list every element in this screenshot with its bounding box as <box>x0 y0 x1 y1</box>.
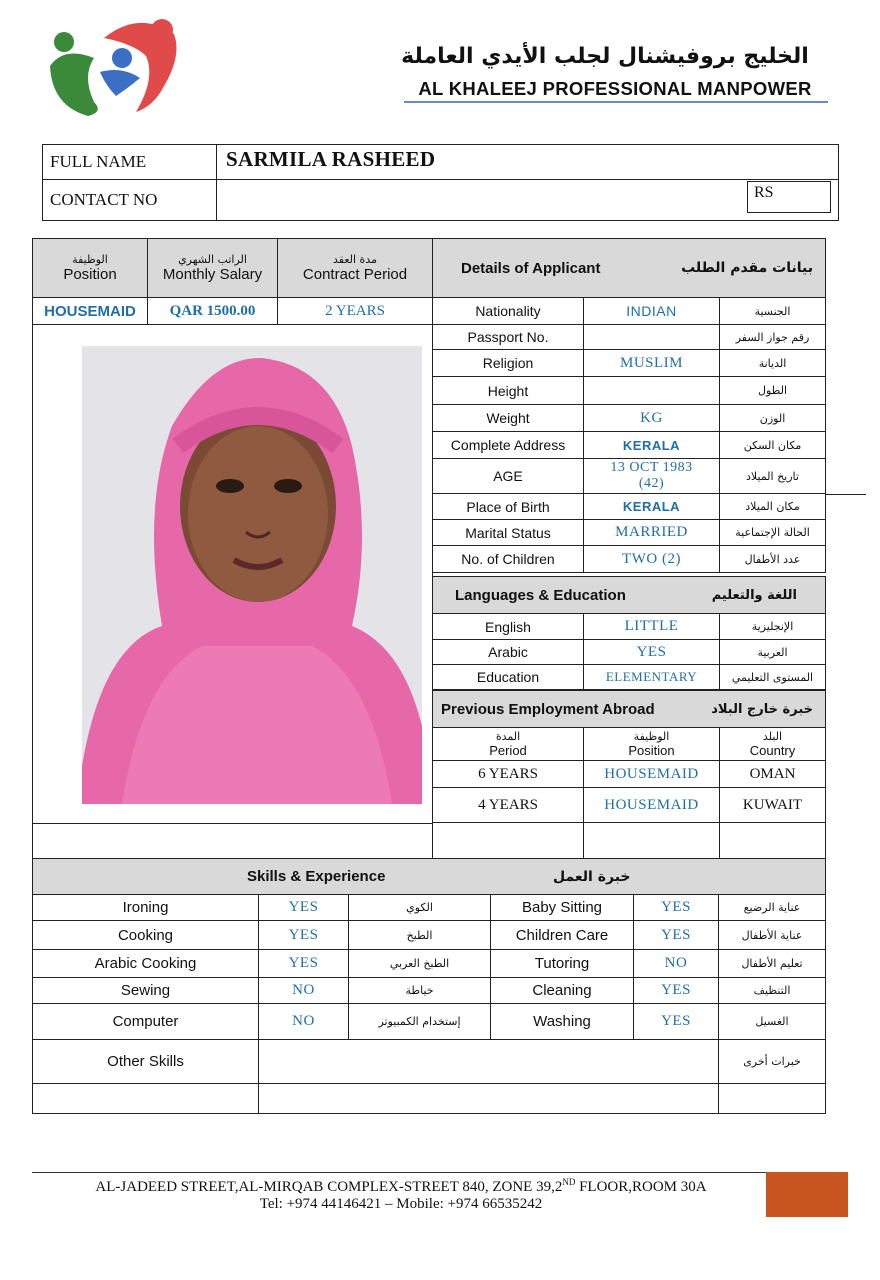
row-address-ar: مكان السكن <box>719 431 826 459</box>
applicant-table <box>432 297 826 577</box>
emp-row-2-period: 4 YEARS <box>432 787 584 823</box>
row-passport-ar: رقم جواز السفر <box>719 324 826 350</box>
header-underline <box>404 101 828 103</box>
emp-row-1-country: OMAN <box>719 760 826 788</box>
salary-header: الراتب الشهري Monthly Salary <box>147 238 278 298</box>
full-name-label: FULL NAME <box>50 152 147 171</box>
skills-header: Skills & Experience خبرة العمل <box>32 858 826 895</box>
applicant-photo <box>82 346 422 804</box>
name-box <box>42 144 839 221</box>
row-weight-value: KG <box>583 404 720 432</box>
skill-value: YES <box>633 977 719 1004</box>
skill-value: NO <box>258 977 349 1004</box>
row-age-ar: تاريخ الميلاد <box>719 458 826 494</box>
row-children-label: No. of Children <box>432 545 584 573</box>
skill-label: Cleaning <box>490 977 634 1004</box>
row-marital-ar: الحالة الإجتماعية <box>719 519 826 546</box>
skill-value: YES <box>633 894 719 921</box>
contact-label: CONTACT NO <box>50 190 158 209</box>
lang-english-label: English <box>432 613 584 640</box>
other-skills-value <box>258 1039 719 1084</box>
skill-label: Tutoring <box>490 949 634 978</box>
other-skills-ar: خبرات أخرى <box>718 1039 826 1084</box>
skill-label: Washing <box>490 1003 634 1040</box>
skill-label: Sewing <box>32 977 259 1004</box>
employment-table <box>432 727 826 859</box>
row-nationality-value: INDIAN <box>583 297 720 325</box>
skill-value: YES <box>258 920 349 950</box>
lang-english-value: LITTLE <box>583 613 720 640</box>
skill-ar: عناية الرضيع <box>718 894 826 921</box>
skill-label: Ironing <box>32 894 259 921</box>
skill-ar: الكوي <box>348 894 491 921</box>
skill-label: Computer <box>32 1003 259 1040</box>
row-children-value: TWO (2) <box>583 545 720 573</box>
languages-header: Languages & Education اللغة والتعليم <box>432 576 826 614</box>
emp-col-period: المدة Period <box>432 727 584 761</box>
row-address-label: Complete Address <box>432 431 584 459</box>
skill-ar: خياطة <box>348 977 491 1004</box>
skill-label: Children Care <box>490 920 634 950</box>
row-birthplace-ar: مكان الميلاد <box>719 493 826 520</box>
company-arabic-name: الخليج بروفيشنال لجلب الأيدي العاملة <box>401 44 809 69</box>
lang-arabic-value: YES <box>583 639 720 665</box>
education-ar: المستوى التعليمي <box>719 664 826 690</box>
row-height-label: Height <box>432 376 584 405</box>
education-value: ELEMENTARY <box>583 664 720 690</box>
emp-row-2-position: HOUSEMAID <box>583 787 720 823</box>
skill-value: YES <box>633 920 719 950</box>
row-religion-ar: الديانة <box>719 349 826 377</box>
row-children-ar: عدد الأطفال <box>719 545 826 573</box>
emp-row-1-period: 6 YEARS <box>432 760 584 788</box>
education-label: Education <box>432 664 584 690</box>
skill-label: Arabic Cooking <box>32 949 259 978</box>
row-passport-value <box>583 324 720 350</box>
skill-ar: التنظيف <box>718 977 826 1004</box>
row-weight-ar: الوزن <box>719 404 826 432</box>
row-birthplace-label: Place of Birth <box>432 493 584 520</box>
row-height-ar: الطول <box>719 376 826 405</box>
lang-english-ar: الإنجليزية <box>719 613 826 640</box>
skill-ar: عناية الأطفال <box>718 920 826 950</box>
position-header: الوظيفة Position <box>32 238 148 298</box>
row-height-value <box>583 376 720 405</box>
skill-value: NO <box>258 1003 349 1040</box>
skill-ar: تعليم الأطفال <box>718 949 826 978</box>
row-address-value: KERALA <box>583 431 720 459</box>
row-nationality-label: Nationality <box>432 297 584 325</box>
languages-table <box>432 613 826 691</box>
other-skills-label: Other Skills <box>32 1039 259 1084</box>
skill-ar: الطبخ العربي <box>348 949 491 978</box>
skill-value: YES <box>633 1003 719 1040</box>
row-marital-label: Marital Status <box>432 519 584 546</box>
footer-accent-block <box>766 1172 848 1217</box>
salary-value: QAR 1500.00 <box>147 297 278 325</box>
company-english-name: AL KHALEEJ PROFESSIONAL MANPOWER <box>418 78 812 99</box>
row-nationality-ar: الجنسية <box>719 297 826 325</box>
emp-row-1-position: HOUSEMAID <box>583 760 720 788</box>
lang-arabic-ar: العربية <box>719 639 826 665</box>
skills-table <box>32 894 826 1114</box>
row-religion-value: MUSLIM <box>583 349 720 377</box>
footer-rule <box>32 1172 766 1173</box>
contract-header: مدة العقد Contract Period <box>277 238 433 298</box>
contact-code: RS <box>747 181 831 213</box>
row-birthplace-value: KERALA <box>583 493 720 520</box>
row-passport-label: Passport No. <box>432 324 584 350</box>
skill-value: YES <box>258 949 349 978</box>
footer-phones: Tel: +974 44146421 – Mobile: +974 66535242 <box>259 1196 543 1212</box>
row-marital-value: MARRIED <box>583 519 720 546</box>
lang-arabic-label: Arabic <box>432 639 584 665</box>
skill-label: Cooking <box>32 920 259 950</box>
contract-value: 2 YEARS <box>277 297 433 325</box>
emp-col-position: الوظيفة Position <box>583 727 720 761</box>
skill-value: YES <box>258 894 349 921</box>
position-value: HOUSEMAID <box>32 297 148 325</box>
row-religion-label: Religion <box>432 349 584 377</box>
row-weight-label: Weight <box>432 404 584 432</box>
skill-value: NO <box>633 949 719 978</box>
footer-address: AL-JADEED STREET,AL-MIRQAB COMPLEX-STREET 840, ZONE 39,2ND FLOOR,ROOM 30A <box>95 1177 707 1195</box>
row-age-label: AGE <box>432 458 584 494</box>
skill-ar: إستخدام الكمبيوتر <box>348 1003 491 1040</box>
full-name-value: SARMILA RASHEED <box>226 147 436 171</box>
emp-row-2-country: KUWAIT <box>719 787 826 823</box>
row-age-value: 13 OCT 1983 (42) <box>583 458 720 494</box>
skill-ar: الغسيل <box>718 1003 826 1040</box>
skill-label: Baby Sitting <box>490 894 634 921</box>
applicant-header: Details of Applicant بيانات مقدم الطلب <box>432 238 826 298</box>
employment-header: Previous Employment Abroad خبرة خارج البلاد <box>432 690 826 728</box>
company-logo <box>44 16 184 120</box>
skill-ar: الطبخ <box>348 920 491 950</box>
emp-col-country: البلد Country <box>719 727 826 761</box>
